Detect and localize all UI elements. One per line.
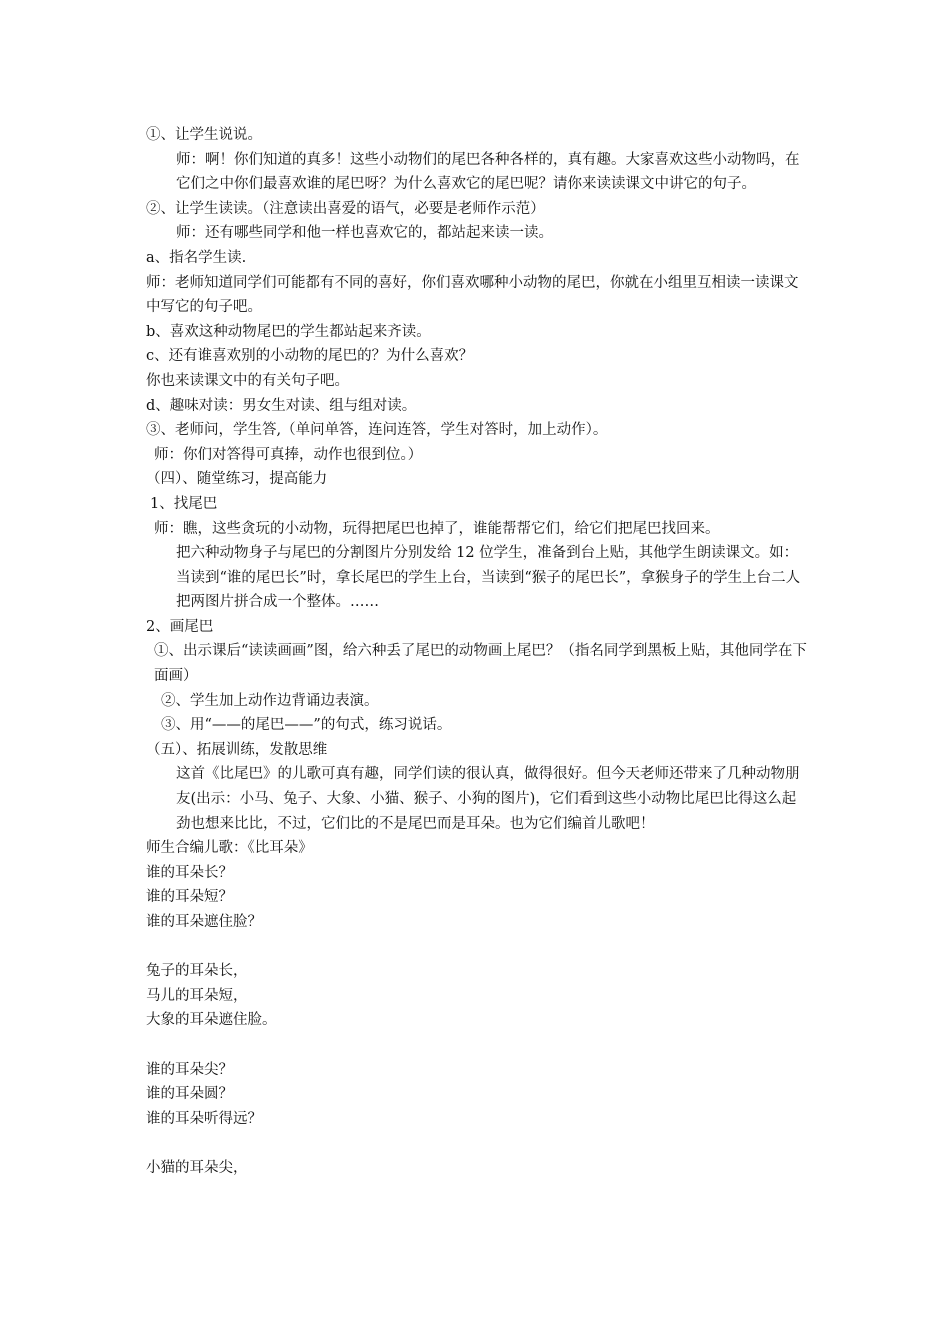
text-line: 把六种动物身子与尾巴的分割图片分别发给 12 位学生，准备到台上贴，其他学生朗读课文。如：当读到“谁的尾巴长”时，拿长尾巴的学生上台，当读到“猴子的尾巴长”，拿猴身子的学生上台二人把两图片拼合成一个整体。…… (176, 545, 801, 611)
text-line: 谁的耳朵短？ (146, 889, 233, 906)
text-line: 谁的耳朵尖？ (146, 1061, 233, 1078)
blank-line (146, 1033, 810, 1058)
text-line: （五）、拓展训练，发散思维 (146, 741, 328, 758)
text-line: 你也来读课文中的有关句子吧。 (146, 372, 349, 389)
text-line: 这首《比尾巴》的儿歌可真有趣，同学们读的很认真，做得很好。但今天老师还带来了几种动物朋友(出示：小马、兔子、大象、小猫、猴子、小狗的图片)，它们看到这些小动物比尾巴比得这么起劲也想来比比，不过，它们比的不是尾巴而是耳朵。也为它们编首儿歌吧！ (176, 766, 800, 832)
text-line: 大象的耳朵遮住脸。 (146, 1012, 277, 1029)
text-line: 谁的耳朵听得远？ (146, 1110, 262, 1127)
text-line: ②、学生加上动作边背诵边表演。 (161, 692, 379, 709)
text-line: 师：老师知道同学们可能都有不同的喜好，你们喜欢哪种小动物的尾巴，你就在小组里互相读一读课文中写它的句子吧。 (146, 274, 799, 316)
text-line: 师：瞧，这些贪玩的小动物，玩得把尾巴也掉了，谁能帮帮它们，给它们把尾巴找回来。 (154, 520, 720, 537)
text-line: 1、找尾巴 (150, 495, 218, 512)
text-line: （四）、随堂练习，提高能力 (146, 471, 328, 488)
text-line: 2、画尾巴 (146, 618, 214, 635)
text-line: ①、让学生说说。 (146, 127, 262, 143)
text-line: 兔子的耳朵长， (146, 963, 248, 980)
text-line: d、趣味对读：男女生对读、组与组对读。 (146, 397, 417, 414)
text-line: b、喜欢这种动物尾巴的学生都站起来齐读。 (146, 323, 431, 340)
blank-line (146, 1131, 810, 1156)
text-line: 师：啊！你们知道的真多！这些小动物们的尾巴各种各样的，真有趣。大家喜欢这些小动物吗，在它们之中你们最喜欢谁的尾巴呀？为什么喜欢它的尾巴呢？请你来读读课文中讲它的句子。 (176, 151, 800, 193)
text-line: c、还有谁喜欢别的小动物的尾巴的？为什么喜欢？ (146, 348, 474, 365)
text-line: 马儿的耳朵短， (146, 987, 248, 1004)
text-line: ①、出示课后“读读画画”图，给六种丢了尾巴的动物画上尾巴？（指名同学到黑板上贴，其他同学在下面画） (154, 643, 807, 685)
text-line: ③、用“——的尾巴——”的句式，练习说话。 (161, 717, 452, 734)
text-line: 师：你们对答得可真捧，动作也很到位。） (154, 446, 423, 463)
blank-line (146, 935, 810, 960)
text-line: 谁的耳朵圆？ (146, 1086, 233, 1103)
text-line: 师生合编儿歌：《比耳朵》 (146, 840, 313, 857)
text-line: a、指名学生读. (146, 249, 247, 266)
text-line: 谁的耳朵遮住脸？ (146, 914, 262, 930)
text-line: 小猫的耳朵尖， (146, 1159, 248, 1176)
text-line: 师：还有哪些同学和他一样也喜欢它的，都站起来读一读。 (176, 225, 553, 242)
text-line: ②、让学生读读。（注意读出喜爱的语气，必要是老师作示范） (146, 200, 545, 217)
text-line: 谁的耳朵长？ (146, 864, 233, 881)
text-line: ③、老师问，学生答,（单问单答，连问连答，学生对答时，加上动作）。 (146, 422, 608, 439)
